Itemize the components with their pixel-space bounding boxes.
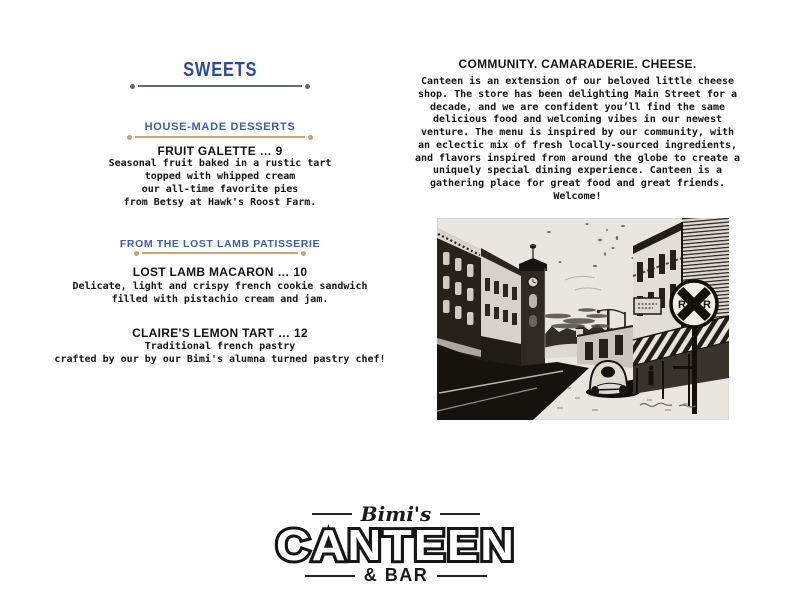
desc-line: Traditional french pastry bbox=[144, 341, 296, 352]
gold-divider-2 bbox=[142, 252, 298, 254]
logo-line-left-2 bbox=[305, 575, 355, 577]
community-paragraph bbox=[397, 76, 758, 204]
logo-bar-text: & BAR bbox=[363, 565, 429, 585]
section-heading-house-made: HOUSE-MADE DESSERTS bbox=[144, 121, 296, 133]
shop-sign bbox=[634, 298, 661, 314]
paragraph-line: shop. The store has been delighting Main Street for a bbox=[417, 88, 738, 100]
paragraph-line: uniquely special dining experience. Canteen is a bbox=[433, 165, 722, 177]
gold-divider-1 bbox=[135, 136, 305, 138]
section-heading-patisserie: FROM THE LOST LAMB PATISSERIE bbox=[119, 238, 321, 250]
paragraph-line: and flavors inspired from around the globe to create a bbox=[414, 152, 741, 164]
logo-line-right-2 bbox=[437, 575, 487, 577]
item-desc-fruit-galette bbox=[40, 157, 400, 209]
logo-line-left bbox=[312, 513, 352, 515]
paragraph-line: gathering place for great food and great friends. bbox=[429, 178, 725, 189]
paragraph-line: venture. The menu is inspired by our community, with bbox=[420, 127, 735, 138]
clock-tower bbox=[519, 245, 547, 369]
paragraph-line: delicious food and welcoming vibes in our newest bbox=[433, 114, 722, 126]
item-title-fruit-galette: FRUIT GALETTE … 9 bbox=[157, 144, 283, 158]
sign-letter-r-left: R bbox=[678, 299, 686, 311]
sweets-divider bbox=[138, 85, 302, 87]
item-title-lemon-tart: CLAIRE'S LEMON TART … 12 bbox=[132, 326, 308, 340]
logo-canteen-text: CANTEEN bbox=[276, 521, 516, 567]
desc-line: filled with pistachio cream and jam. bbox=[111, 294, 329, 305]
item-title-macaron: LOST LAMB MACARON … 10 bbox=[132, 265, 308, 279]
logo-line-right bbox=[440, 513, 480, 515]
item-desc-macaron bbox=[40, 280, 400, 306]
paragraph-line: decade, and we are confident you’ll find the same bbox=[429, 101, 725, 113]
sign-letter-r-right: R bbox=[703, 299, 711, 311]
community-heading: COMMUNITY. CAMARADERIE. CHEESE. bbox=[458, 57, 697, 71]
sweets-title bbox=[40, 59, 400, 82]
logo-canteen bbox=[266, 521, 526, 567]
desc-line: crafted by our by our Bimi's alumna turned pastry chef! bbox=[54, 354, 386, 365]
desc-line: topped with whipped cream bbox=[144, 171, 296, 182]
desc-line: from Betsy at Hawk's Roost Farm. bbox=[123, 197, 317, 208]
paragraph-line: Canteen is an extension of our beloved little cheese bbox=[420, 76, 735, 87]
desc-line: Seasonal fruit baked in a rustic tart bbox=[108, 158, 332, 169]
desc-line: our all-time favorite pies bbox=[141, 184, 299, 195]
paragraph-line: an eclectic mix of fresh locally-sourced ingredients, bbox=[417, 139, 738, 151]
item-desc-lemon-tart bbox=[40, 340, 400, 366]
street-scene-illustration bbox=[437, 218, 729, 420]
desc-line: Delicate, light and crispy french cookie sandwich bbox=[72, 281, 368, 292]
logo-bar-row bbox=[0, 565, 792, 586]
logo-script-text: Bimi's bbox=[360, 502, 432, 526]
sweets-title-text: SWEETS bbox=[182, 59, 258, 81]
paragraph-line: Welcome! bbox=[553, 190, 602, 202]
